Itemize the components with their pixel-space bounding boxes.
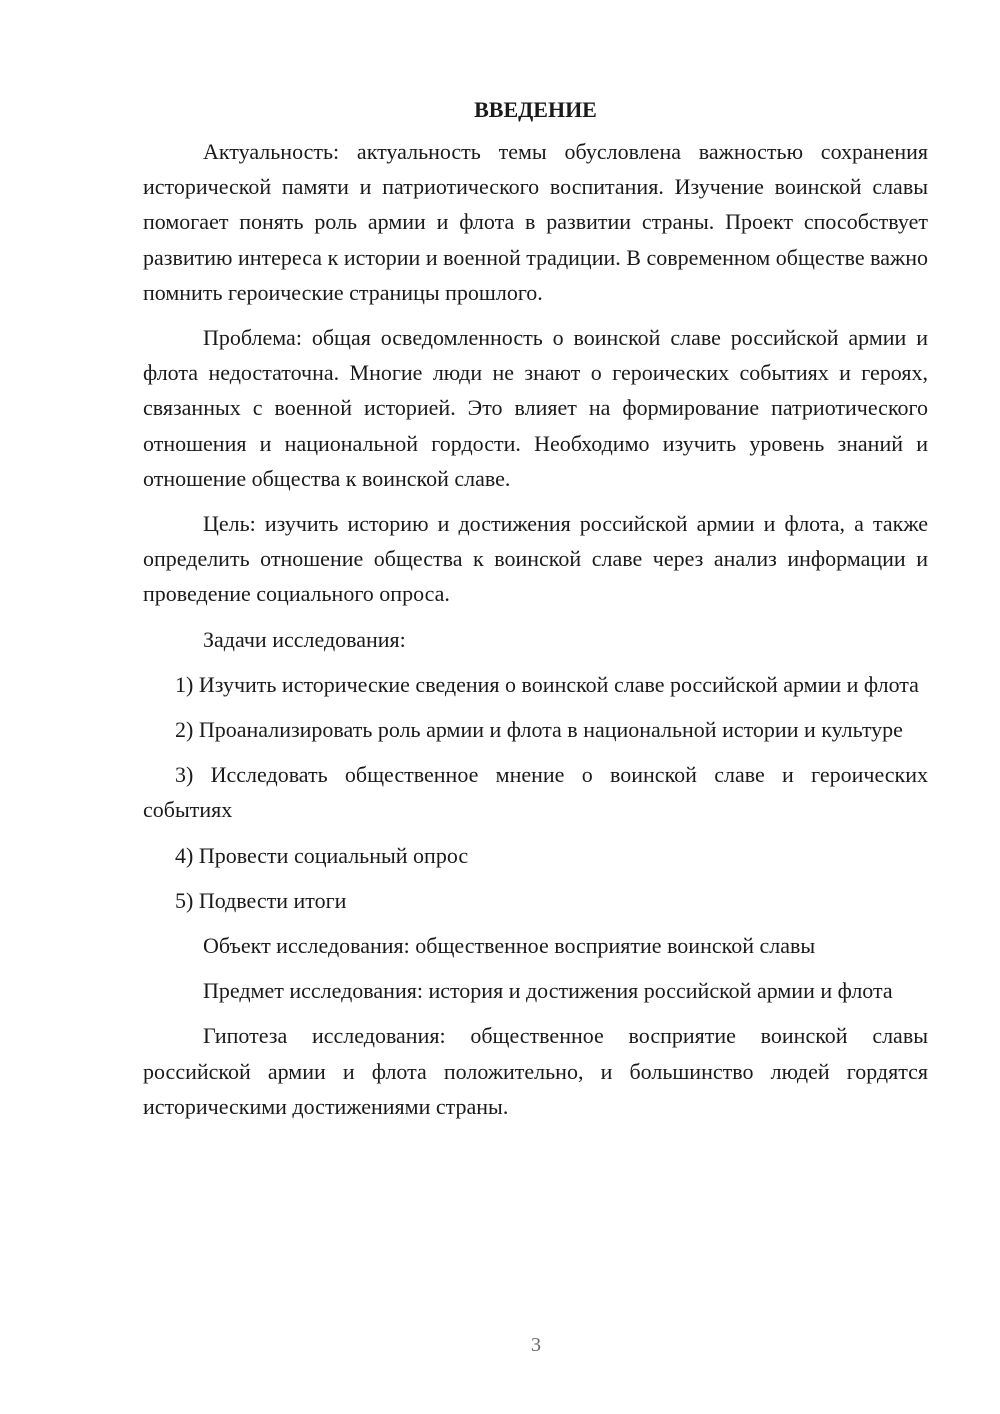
- task-item: 1) Изучить исторические сведения о воинской славе российской армии и флота: [175, 671, 919, 697]
- task-item: 5) Подвести итоги: [175, 887, 347, 913]
- subject-paragraph: Предмет исследования: история и достижения российской армии и флота: [203, 978, 893, 1004]
- hypothesis-paragraph: Гипотеза исследования: общественное восприятие воинской славы российской армии и флота положительно, и большинство людей гордятся историческими достижениями страны.: [143, 1023, 928, 1119]
- relevance-paragraph: Актуальность: актуальность темы обусловлена важностью сохранения исторической памяти и патриотического воспитания. Изучение воинской славы помогает понять роль армии и флота в развитии страны. Проект способствует развитию интереса к истории и военной традиции. В современном обществе важно помнить героические страницы прошлого.: [143, 139, 928, 305]
- goal-paragraph: Цель: изучить историю и достижения российской армии и флота, а также определить отношение общества к воинской славе через анализ информации и проведение социального опроса.: [143, 511, 928, 607]
- task-item: 4) Провести социальный опрос: [175, 842, 469, 868]
- document-page: [143, 92, 928, 1134]
- object-paragraph: Объект исследования: общественное восприятие воинской славы: [203, 933, 816, 959]
- section-heading: ВВЕДЕНИЕ: [474, 97, 597, 122]
- task-item: 2) Проанализировать роль армии и флота в национальной истории и культуре: [175, 717, 903, 743]
- problem-paragraph: Проблема: общая осведомленность о воинской славе российской армии и флота недостаточна. Многие люди не знают о героических событиях и героях, связанных с военной историей. Это влияет на формирование патриотического отношения и национальной гордости. Необходимо изучить уровень знаний и отношение общества к воинской славе.: [143, 325, 928, 491]
- task-item: 3) Исследовать общественное мнение о воинской славе и героических событиях: [143, 762, 928, 823]
- tasks-heading: Задачи исследования:: [203, 626, 406, 652]
- page-number: 3: [531, 1334, 541, 1356]
